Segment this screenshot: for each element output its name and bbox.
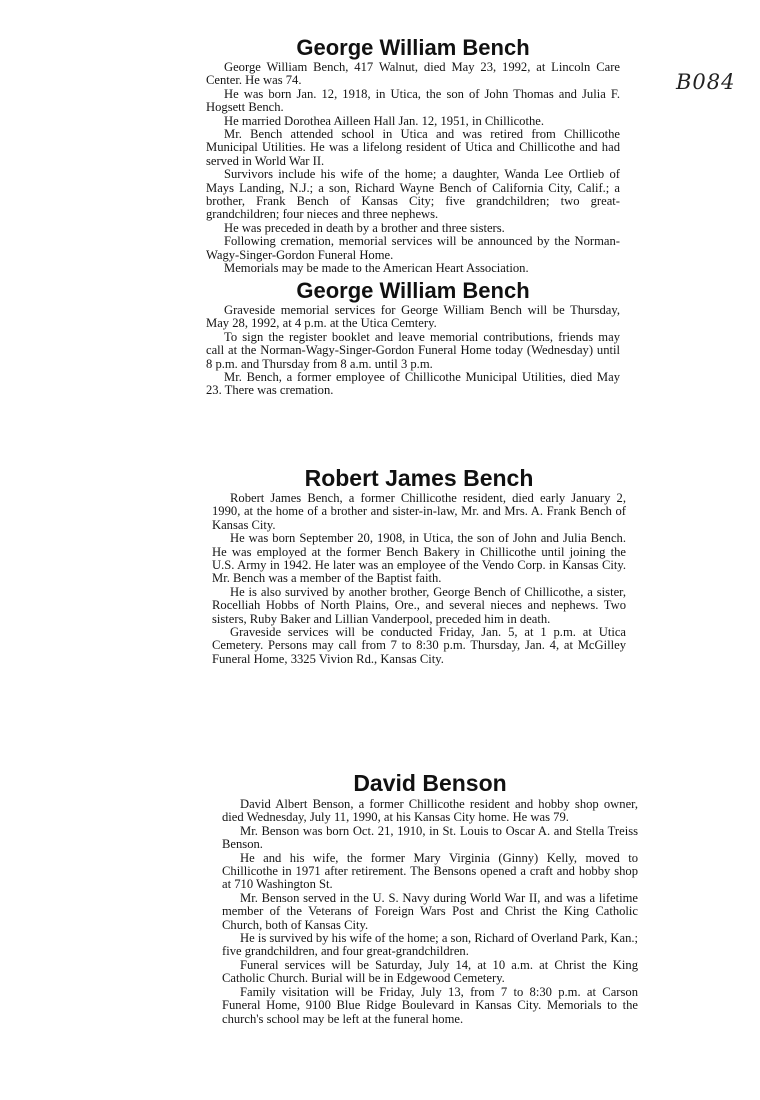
- obituary-paragraph: Graveside services will be conducted Friday, Jan. 5, at 1 p.m. at Utica Cemetery. Persons may call from 7 to 8:30 p.m. Thursday, Jan. 4, at McGilley Funeral Home, 3325 Vivion Rd., Kansas City.: [212, 625, 626, 666]
- obituary-paragraph: He is also survived by another brother, George Bench of Chillicothe, a sister, Rocelliah Hobbs of North Plains, Ore., and several nieces and nephews. Two sisters, Ruby Baker and Lillian Vanderpool, preceded him in death.: [212, 584, 626, 626]
- obituary-paragraph: Memorials may be made to the American Heart Association.: [224, 261, 529, 276]
- obituary-paragraph: David Albert Benson, a former Chillicothe resident and hobby shop owner, died Wednesday, July 11, 1990, at his Kansas City home. He was 79.: [222, 797, 638, 825]
- obituary-paragraph: Survivors include his wife of the home; a daughter, Wanda Lee Ortlieb of Mays Landing, N.J.; a son, Richard Wayne Bench of California City, Calif.; a brother, Frank Bench of Kansas City; five grandchildren; two great-grandchildren; four nieces and three nephews.: [206, 167, 620, 222]
- obituary-paragraph: Family visitation will be Friday, July 13, from 7 to 8:30 p.m. at Carson Funeral Home, 9100 Blue Ridge Boulevard in Kansas City. Memorials to the church's school may be left at the funeral home.: [222, 984, 638, 1026]
- obituary-paragraph: Graveside memorial services for George William Bench will be Thursday, May 28, 1992, at 4 p.m. at the Utica Cemtery.: [206, 303, 620, 331]
- obituary-clip-george-william-bench-service: [206, 278, 620, 398]
- obituary-paragraph: Robert James Bench, a former Chillicothe resident, died early January 2, 1990, at the home of a brother and sister-in-law, Mr. and Mrs. A. Frank Bench of Kansas City.: [212, 491, 626, 532]
- obituary-headline: Robert James Bench: [304, 465, 534, 491]
- obituary-clip-david-benson: [222, 768, 638, 1026]
- obituary-paragraph: He was preceded in death by a brother and three sisters.: [224, 220, 505, 235]
- obituary-paragraph: Following cremation, memorial services will be announced by the Norman-Wagy-Singer-Gordon Funeral Home.: [206, 234, 620, 262]
- obituary-paragraph: Mr. Benson was born Oct. 21, 1910, in St. Louis to Oscar A. and Stella Treiss Benson.: [222, 823, 638, 852]
- obituary-headline: David Benson: [353, 770, 507, 796]
- obituary-paragraph: George William Bench, 417 Walnut, died May 23, 1992, at Lincoln Care Center. He was 74.: [206, 60, 620, 88]
- obituary-paragraph: He was born Jan. 12, 1918, in Utica, the son of John Thomas and Julia F. Hogsett Bench.: [206, 86, 620, 115]
- handwritten-note: B084: [676, 70, 736, 94]
- obituary-clip-robert-james-bench: [212, 464, 626, 666]
- obituary-paragraph: Funeral services will be Saturday, July 14, at 10 a.m. at Christ the King Catholic Church. Burial will be in Edgewood Cemetery.: [222, 957, 638, 986]
- obituary-clip-george-william-bench: [206, 35, 620, 276]
- obituary-paragraph: He and his wife, the former Mary Virginia (Ginny) Kelly, moved to Chillicothe in 1971 after retirement. The Bensons opened a craft and hobby shop at 710 Washington St.: [222, 850, 638, 892]
- obituary-paragraph: Mr. Bench, a former employee of Chillicothe Municipal Utilities, died May 23. There was cremation.: [206, 370, 620, 398]
- obituary-paragraph: Mr. Bench attended school in Utica and was retired from Chillicothe Municipal Utilities. He was a lifelong resident of Utica and Chillicothe and had served in World War II.: [206, 127, 620, 168]
- obituary-paragraph: He married Dorothea Ailleen Hall Jan. 12, 1951, in Chillicothe.: [224, 113, 545, 128]
- obituary-paragraph: He is survived by his wife of the home; a son, Richard of Overland Park, Kan.; five grandchildren, and four great-grandchildren.: [222, 931, 639, 959]
- obituary-paragraph: He was born September 20, 1908, in Utica, the son of John and Julia Bench. He was employed at the former Bench Bakery in Chillicothe until joining the U.S. Army in 1942. He later was an employee of the Vendo Corp. in Kansas City. Mr. Bench was a member of the Baptist faith.: [212, 531, 626, 586]
- obituary-headline: George William Bench: [296, 278, 530, 303]
- obituary-paragraph: Mr. Benson served in the U. S. Navy during World War II, and was a lifetime member of the Veterans of Foreign Wars Post and Christ the King Catholic Church, both of Kansas City.: [222, 890, 638, 932]
- obituary-paragraph: To sign the register booklet and leave memorial contributions, friends may call at the Norman-Wagy-Singer-Gordon Funeral Home today (Wednesday) until 8 p.m. and Thursday from 8 a.m. until 3 p.m.: [206, 329, 620, 371]
- obituary-headline: George William Bench: [296, 35, 530, 60]
